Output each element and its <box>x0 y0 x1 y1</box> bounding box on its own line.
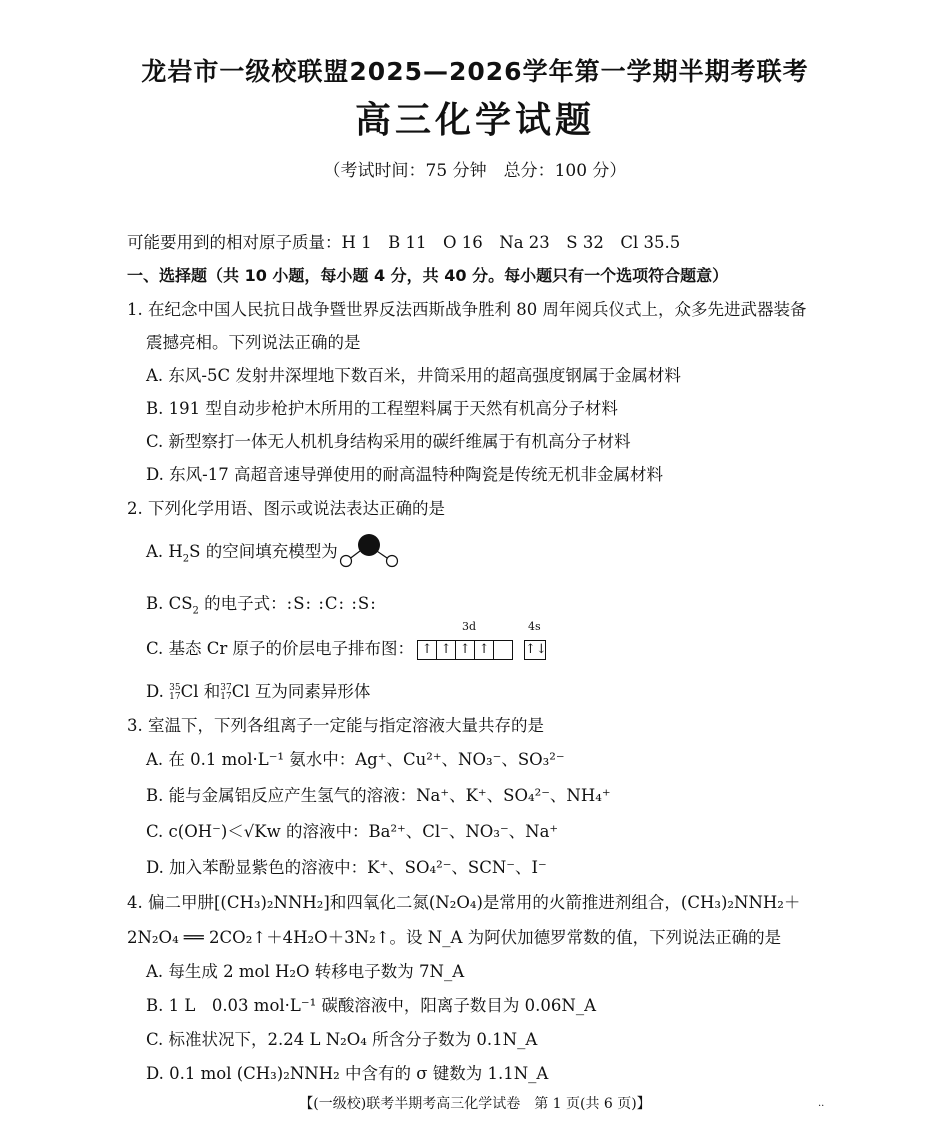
q3-stem: 3. 室温下，下列各组离子一定能与指定溶液大量共存的是 <box>127 716 544 735</box>
cs2-c: :C: <box>318 594 346 613</box>
orbital-box: ↑↓ <box>524 640 546 660</box>
cs2-s-left: :S: <box>286 594 313 613</box>
orbital-box: ↑ <box>417 640 437 660</box>
q4-option-c: C. 标准状况下，2.24 L N₂O₄ 所含分子数为 0.1N_A <box>146 1030 538 1049</box>
q2-option-b <box>146 594 377 617</box>
q2-a-suffix: S 的空间填充模型为 <box>189 542 338 561</box>
q4-option-b: B. 1 L 0.03 mol·L⁻¹ 碳酸溶液中，阳离子数目为 0.06N_A <box>146 996 597 1015</box>
q2-option-c <box>146 620 547 660</box>
corner-mark: .. <box>818 1098 825 1109</box>
atomic-masses: 可能要用到的相对原子质量：H 1 B 11 O 16 Na 23 S 32 Cl 35.5 <box>127 233 681 252</box>
isotope-37-mass: 37 <box>220 682 232 693</box>
page-footer: 【(一级校)联考半期考高三化学试卷 第 1 页(共 6 页)】 <box>299 1096 651 1112</box>
q1-option-b: B. 191 型自动步枪护木所用的工程塑料属于天然有机高分子材料 <box>146 399 618 418</box>
q1-stem-line2: 震撼亮相。下列说法正确的是 <box>146 333 361 352</box>
q2-b-suffix: 的电子式： <box>198 594 287 613</box>
q4-option-a: A. 每生成 2 mol H₂O 转移电子数为 7N_A <box>146 962 465 981</box>
q2-a-prefix: A. H <box>146 542 183 561</box>
q2-b-sub: 2 <box>192 605 199 617</box>
q2-b-prefix: B. CS <box>146 594 193 613</box>
q4-stem-line2: 2N₂O₄ ══ 2CO₂↑＋4H₂O＋3N₂↑。设 N_A 为阿伏加德罗常数的值，下列说法正确的是 <box>127 928 782 947</box>
exam-title: 高三化学试题 <box>354 100 595 141</box>
q2-a-sub: 2 <box>182 553 190 565</box>
exam-title-line1: 龙岩市一级校联盟2025—2026学年第一学期半期考联考 <box>141 57 809 86</box>
q1-stem-line1: 1. 在纪念中国人民抗日战争暨世界反法西斯战争胜利 80 周年阅兵仪式上，众多先进武器装备 <box>127 300 807 319</box>
orbital-3d <box>418 620 513 660</box>
q2-d-el1: Cl 和 <box>180 682 221 701</box>
q2-c-text: C. 基态 Cr 原子的价层电子排布图： <box>146 639 415 658</box>
section-heading: 一、选择题（共 10 小题，每小题 4 分，共 40 分。每小题只有一个选项符合题意） <box>127 266 729 285</box>
orbital-box: ↑ <box>455 640 475 660</box>
orbital-box: ↑ <box>436 640 456 660</box>
q2-d-prefix: D. <box>146 682 170 701</box>
orbital-4s <box>525 620 547 660</box>
isotope-35-mass: 35 <box>169 682 181 693</box>
orbital-4s-label: 4s <box>528 620 541 634</box>
q2-option-d <box>146 682 370 702</box>
q2-stem: 2. 下列化学用语、图示或说法表达正确的是 <box>127 499 445 518</box>
cs2-s-right: :S: <box>351 594 377 613</box>
q4-option-d: D. 0.1 mol (CH₃)₂NNH₂ 中含有的 σ 键数为 1.1N_A <box>146 1064 549 1083</box>
q3-option-d: D. 加入苯酚显紫色的溶液中：K⁺、SO₄²⁻、SCN⁻、I⁻ <box>146 858 547 877</box>
q1-option-a: A. 东风-5C 发射井深埋地下数百米，井筒采用的超高强度钢属于金属材料 <box>146 366 681 385</box>
orbital-3d-label: 3d <box>462 620 477 634</box>
q3-option-a: A. 在 0.1 mol·L⁻¹ 氨水中：Ag⁺、Cu²⁺、NO₃⁻、SO₃²⁻ <box>146 750 565 769</box>
q1-option-c: C. 新型察打一体无人机机身结构采用的碳纤维属于有机高分子材料 <box>146 432 631 451</box>
h2s-space-filling-model-icon <box>336 532 402 572</box>
cs2-electron-formula <box>287 594 377 613</box>
orbital-box: ↑ <box>474 640 494 660</box>
isotope-37-z: 17 <box>220 691 232 702</box>
q2-d-el2: Cl 互为同素异形体 <box>231 682 371 701</box>
isotope-35-z: 17 <box>169 691 181 702</box>
exam-info: （考试时间：75 分钟 总分：100 分） <box>323 161 627 181</box>
q3-option-b: B. 能与金属铝反应产生氢气的溶液：Na⁺、K⁺、SO₄²⁻、NH₄⁺ <box>146 786 611 805</box>
q1-option-d: D. 东风-17 高超音速导弹使用的耐高温特种陶瓷是传统无机非金属材料 <box>146 465 663 484</box>
orbital-box <box>493 640 513 660</box>
isotope-37-label <box>220 684 231 702</box>
q4-stem-line1: 4. 偏二甲肼[(CH₃)₂NNH₂]和四氧化二氮(N₂O₄)是常用的火箭推进剂组合，(CH₃)₂NNH₂＋ <box>127 893 801 912</box>
q3-option-c: C. c(OH⁻)＜√Kw 的溶液中：Ba²⁺、Cl⁻、NO₃⁻、Na⁺ <box>146 822 559 841</box>
isotope-35-label <box>169 684 180 702</box>
q2-option-a <box>146 542 338 565</box>
